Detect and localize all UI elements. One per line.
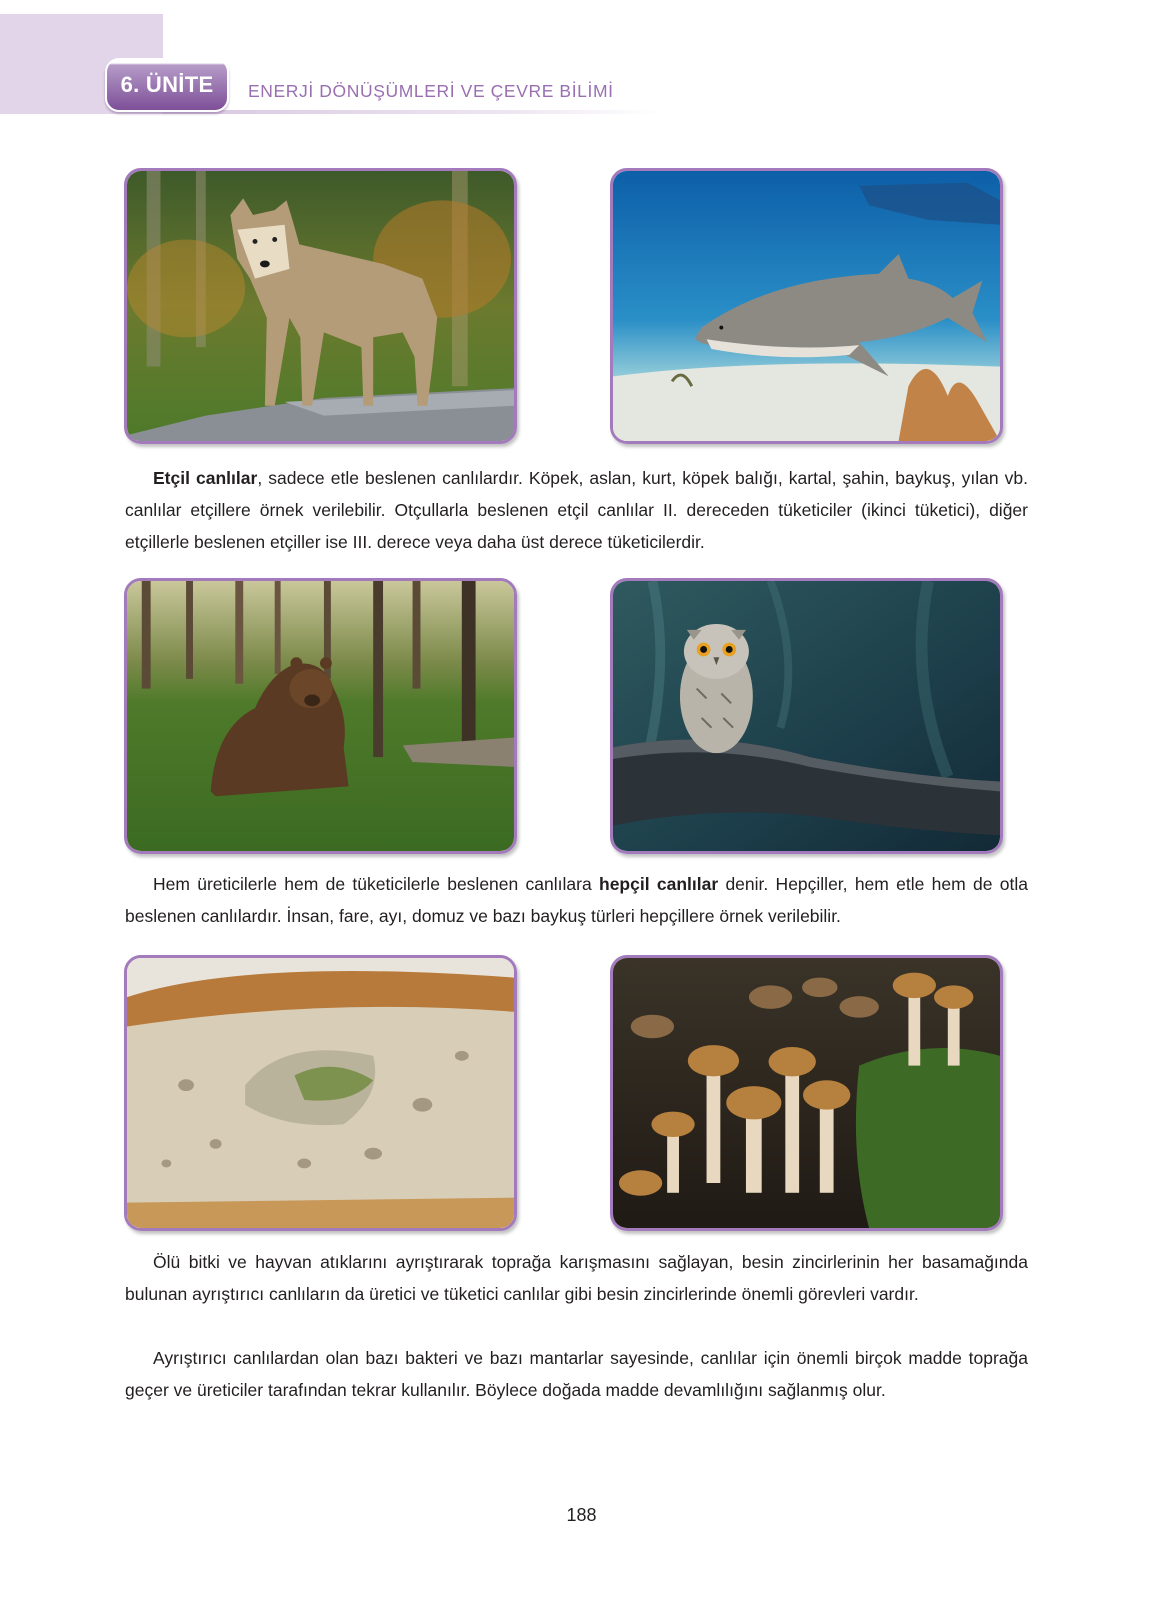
header-underline xyxy=(163,110,663,114)
wolf-photo xyxy=(124,168,517,444)
omnivores-text-before: Hem üreticilerle hem de tüketicilerle beslenen canlılara xyxy=(153,874,599,894)
unit-title: ENERJİ DÖNÜŞÜMLERİ VE ÇEVRE BİLİMİ xyxy=(248,81,614,101)
omnivores-term: hepçil canlılar xyxy=(599,874,719,894)
decomposers-text-1: Ölü bitki ve hayvan atıklarını ayrıştırarak toprağa karışmasını sağlayan, besin zincirlerinin her basamağında bulunan ayrıştırıcı canlıların da üretici ve tüketici canlılar gibi besin zincirlerinde önemli görevleri vardır. xyxy=(125,1252,1028,1304)
decomposers-paragraph-2 xyxy=(125,1342,1028,1406)
omnivores-paragraph xyxy=(125,868,1028,932)
carnivores-text: , sadece etle beslenen canlılardır. Köpek, aslan, kurt, köpek balığı, kartal, şahin, baykuş, yılan vb. canlılar etçillere örnek verilebilir. Otçullarla beslenen etçil canlılar II. dereceden tüketiciler (ikinci tüketici), diğer etçillerle beslenen etçiller ise III. derece veya daha üst derece tüketicilerdir. xyxy=(125,468,1028,552)
decomposers-text-2: Ayrıştırıcı canlılardan olan bazı bakteri ve bazı mantarlar sayesinde, canlılar için önemli birçok madde toprağa geçer ve üreticiler tarafından tekrar kullanılır. Böylece doğada madde devamlılığını sağlanmış olur. xyxy=(125,1348,1028,1400)
carnivores-paragraph xyxy=(125,462,1028,558)
mushrooms-photo xyxy=(610,955,1003,1231)
carnivores-term: Etçil canlılar xyxy=(153,468,258,488)
unit-label: 6. ÜNİTE xyxy=(120,72,214,97)
omnivores-text-after: denir. Hepçiller, hem etle hem de otla beslenen canlılardır. İnsan, fare, ayı, domuz ve bazı baykuş türleri hepçillere örnek verilebilir. xyxy=(125,874,1028,926)
bear-photo xyxy=(124,578,517,854)
owl-photo xyxy=(610,578,1003,854)
decomposers-paragraph-1 xyxy=(125,1246,1028,1310)
page-number: 188 xyxy=(566,1505,597,1525)
unit-badge xyxy=(105,58,229,112)
shark-photo xyxy=(610,168,1003,444)
moldy-bread-photo xyxy=(124,955,517,1231)
